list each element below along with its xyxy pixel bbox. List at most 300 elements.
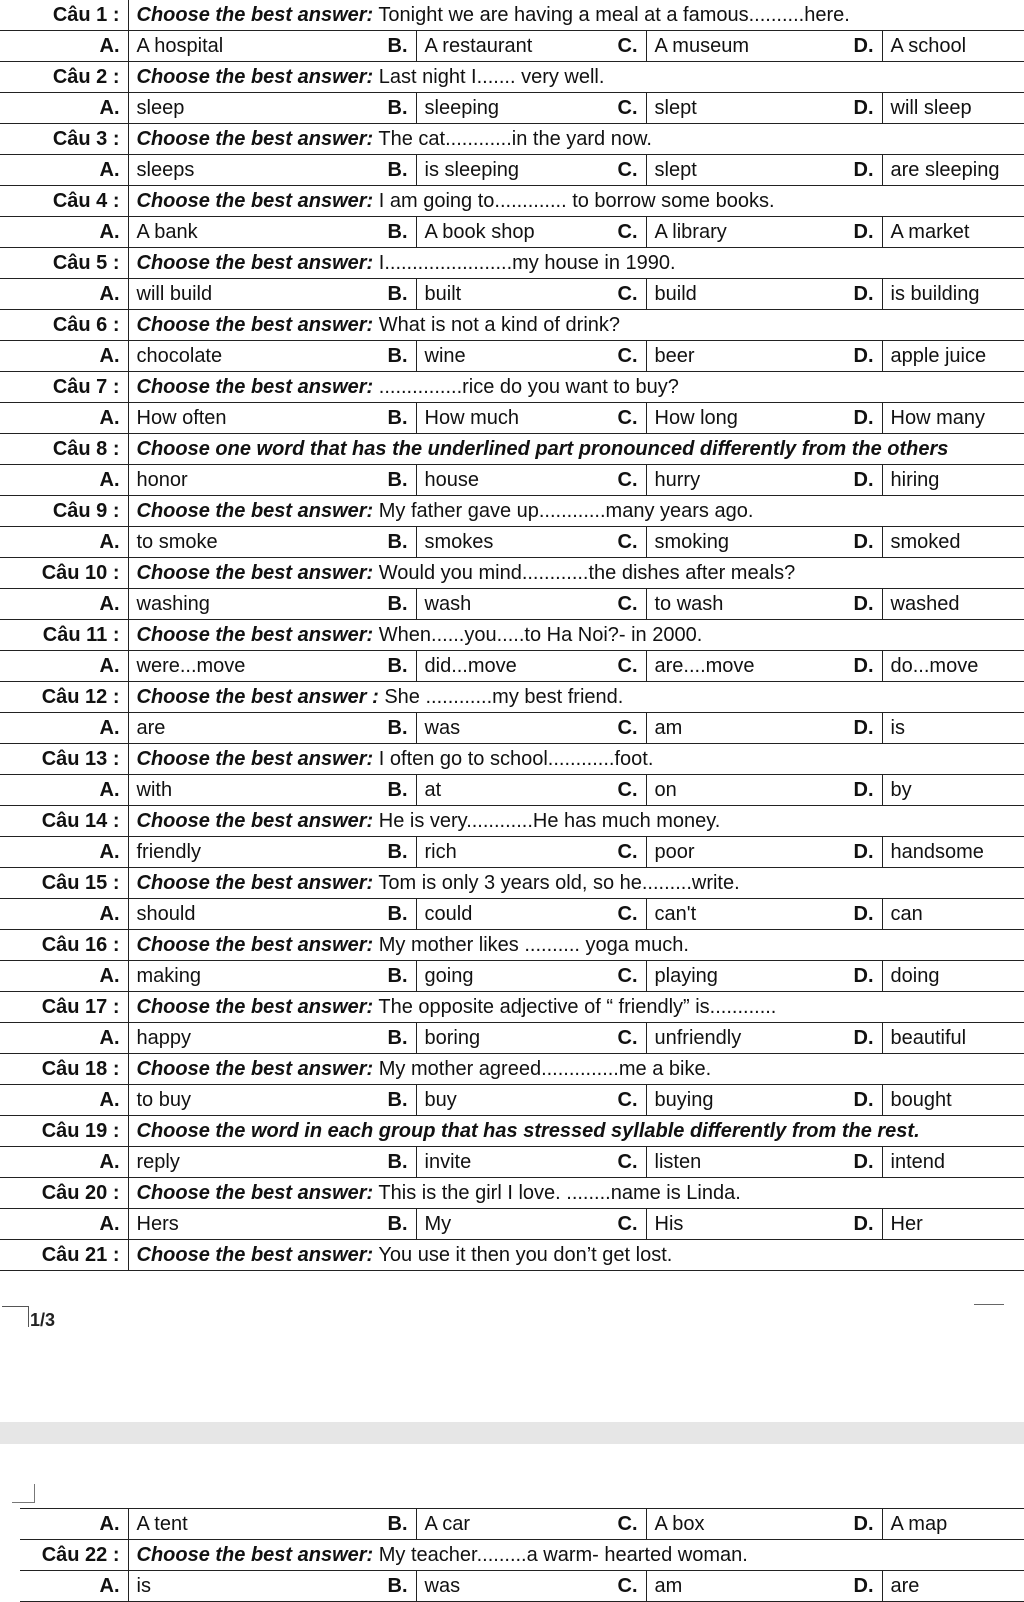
question-text bbox=[128, 806, 1024, 837]
answer-option[interactable]: A car bbox=[416, 1509, 588, 1540]
question-instruction: Choose the best answer: bbox=[136, 1543, 374, 1566]
option-letter: D. bbox=[834, 341, 882, 372]
question-number: Câu 1 : bbox=[0, 0, 128, 31]
option-letter: C. bbox=[588, 465, 646, 496]
option-letter: B. bbox=[358, 1571, 416, 1602]
question-instruction: Choose the best answer : bbox=[136, 685, 379, 708]
question-row bbox=[0, 124, 1024, 155]
answer-option[interactable]: A map bbox=[882, 1509, 1024, 1540]
answer-option[interactable]: A library bbox=[646, 217, 834, 248]
question-number: Câu 2 : bbox=[0, 62, 128, 93]
option-letter: B. bbox=[358, 1085, 416, 1116]
answer-option[interactable]: will build bbox=[128, 279, 358, 310]
question-row bbox=[20, 1540, 1024, 1571]
option-letter: D. bbox=[834, 155, 882, 186]
answer-option[interactable]: are....move bbox=[646, 651, 834, 682]
question-number: Câu 14 : bbox=[0, 806, 128, 837]
question-number: Câu 16 : bbox=[0, 930, 128, 961]
question-text bbox=[128, 310, 1024, 341]
option-letter: D. bbox=[834, 713, 882, 744]
question-stem: What is not a kind of drink? bbox=[373, 313, 621, 336]
question-number: Câu 4 : bbox=[0, 186, 128, 217]
question-instruction: Choose one word that has the underlined part pronounced differently from the others bbox=[136, 437, 949, 460]
answer-option[interactable]: do...move bbox=[882, 651, 1024, 682]
answer-option[interactable]: was bbox=[416, 713, 588, 744]
answer-option[interactable]: built bbox=[416, 279, 588, 310]
answer-option[interactable]: friendly bbox=[128, 837, 358, 868]
question-number: Câu 5 : bbox=[0, 248, 128, 279]
answer-option[interactable]: listen bbox=[646, 1147, 834, 1178]
question-row bbox=[0, 868, 1024, 899]
question-number: Câu 12 : bbox=[0, 682, 128, 713]
answer-option[interactable]: sleeps bbox=[128, 155, 358, 186]
options-row bbox=[0, 279, 1024, 310]
option-letter: C. bbox=[588, 279, 646, 310]
answer-option[interactable]: Hers bbox=[128, 1209, 358, 1240]
quiz-page-2 bbox=[20, 1508, 1024, 1602]
option-letter: C. bbox=[588, 651, 646, 682]
option-letter: A. bbox=[0, 651, 128, 682]
question-instruction: Choose the best answer: bbox=[136, 1057, 374, 1080]
answer-option[interactable]: is building bbox=[882, 279, 1024, 310]
answer-option[interactable]: slept bbox=[646, 155, 834, 186]
option-letter: A. bbox=[0, 775, 128, 806]
option-letter: C. bbox=[588, 341, 646, 372]
option-letter: D. bbox=[834, 961, 882, 992]
option-letter: B. bbox=[358, 713, 416, 744]
question-row bbox=[0, 310, 1024, 341]
question-number: Câu 17 : bbox=[0, 992, 128, 1023]
answer-option[interactable]: making bbox=[128, 961, 358, 992]
option-letter: C. bbox=[588, 899, 646, 930]
option-letter: D. bbox=[834, 1209, 882, 1240]
answer-option[interactable]: at bbox=[416, 775, 588, 806]
question-stem: Tom is only 3 years old, so he.........write. bbox=[373, 871, 740, 894]
option-letter: B. bbox=[358, 155, 416, 186]
option-letter: D. bbox=[834, 279, 882, 310]
options-row bbox=[0, 651, 1024, 682]
options-row bbox=[0, 527, 1024, 558]
option-letter: A. bbox=[0, 465, 128, 496]
answer-option[interactable]: How many bbox=[882, 403, 1024, 434]
option-letter: B. bbox=[358, 837, 416, 868]
quiz-table bbox=[20, 1508, 1024, 1602]
options-row bbox=[0, 217, 1024, 248]
option-letter: C. bbox=[588, 1023, 646, 1054]
option-letter: B. bbox=[358, 899, 416, 930]
question-row bbox=[0, 806, 1024, 837]
question-row bbox=[0, 372, 1024, 403]
answer-option[interactable]: doing bbox=[882, 961, 1024, 992]
question-number: Câu 22 : bbox=[20, 1540, 128, 1571]
question-instruction: Choose the best answer: bbox=[136, 933, 374, 956]
option-letter: A. bbox=[0, 1209, 128, 1240]
question-row bbox=[0, 558, 1024, 589]
question-number: Câu 21 : bbox=[0, 1240, 128, 1271]
question-instruction: Choose the best answer: bbox=[136, 561, 374, 584]
option-letter: B. bbox=[358, 651, 416, 682]
answer-option[interactable]: handsome bbox=[882, 837, 1024, 868]
option-letter: A. bbox=[0, 93, 128, 124]
answer-option[interactable]: hurry bbox=[646, 465, 834, 496]
answer-option[interactable]: buying bbox=[646, 1085, 834, 1116]
question-instruction: Choose the best answer: bbox=[136, 3, 374, 26]
question-stem: The opposite adjective of “ friendly” is............ bbox=[373, 995, 777, 1018]
question-instruction: Choose the best answer: bbox=[136, 127, 374, 150]
question-number: Câu 15 : bbox=[0, 868, 128, 899]
question-number: Câu 7 : bbox=[0, 372, 128, 403]
question-stem: My teacher.........a warm- hearted woman. bbox=[373, 1543, 748, 1566]
answer-option[interactable]: slept bbox=[646, 93, 834, 124]
question-text bbox=[128, 868, 1024, 899]
option-letter: A. bbox=[0, 217, 128, 248]
answer-option[interactable]: A hospital bbox=[128, 31, 358, 62]
question-row bbox=[0, 744, 1024, 775]
option-letter: A. bbox=[0, 31, 128, 62]
option-letter: A. bbox=[0, 341, 128, 372]
question-row bbox=[0, 0, 1024, 31]
question-text bbox=[128, 1240, 1024, 1271]
options-row bbox=[0, 1023, 1024, 1054]
answer-option[interactable]: should bbox=[128, 899, 358, 930]
option-letter: A. bbox=[0, 899, 128, 930]
question-stem: This is the girl I love. ........name is Linda. bbox=[373, 1181, 741, 1204]
question-text bbox=[128, 992, 1024, 1023]
answer-option[interactable]: to wash bbox=[646, 589, 834, 620]
question-stem: My mother agreed..............me a bike. bbox=[373, 1057, 712, 1080]
option-letter: C. bbox=[588, 217, 646, 248]
answer-option[interactable]: My bbox=[416, 1209, 588, 1240]
question-stem: Last night I....... very well. bbox=[373, 65, 605, 88]
question-instruction: Choose the best answer: bbox=[136, 871, 374, 894]
question-text bbox=[128, 682, 1024, 713]
answer-option[interactable]: is sleeping bbox=[416, 155, 588, 186]
answer-option[interactable]: bought bbox=[882, 1085, 1024, 1116]
question-row bbox=[0, 992, 1024, 1023]
option-letter: D. bbox=[834, 1085, 882, 1116]
question-stem: I often go to school............foot. bbox=[373, 747, 654, 770]
option-letter: B. bbox=[358, 279, 416, 310]
option-letter: B. bbox=[358, 341, 416, 372]
option-letter: B. bbox=[358, 527, 416, 558]
answer-option[interactable]: am bbox=[646, 713, 834, 744]
option-letter: A. bbox=[0, 1023, 128, 1054]
question-number: Câu 10 : bbox=[0, 558, 128, 589]
question-text bbox=[128, 62, 1024, 93]
answer-option[interactable]: to smoke bbox=[128, 527, 358, 558]
question-stem: My mother likes .......... yoga much. bbox=[373, 933, 689, 956]
answer-option[interactable]: smoked bbox=[882, 527, 1024, 558]
answer-option[interactable]: invite bbox=[416, 1147, 588, 1178]
option-letter: D. bbox=[834, 1147, 882, 1178]
answer-option[interactable]: How much bbox=[416, 403, 588, 434]
answer-option[interactable]: A tent bbox=[128, 1509, 358, 1540]
question-instruction: Choose the best answer: bbox=[136, 313, 374, 336]
options-row bbox=[0, 775, 1024, 806]
option-letter: C. bbox=[588, 155, 646, 186]
option-letter: C. bbox=[588, 713, 646, 744]
question-stem: He is very............He has much money. bbox=[373, 809, 721, 832]
answer-option[interactable]: smokes bbox=[416, 527, 588, 558]
question-text bbox=[128, 0, 1024, 31]
option-letter: B. bbox=[358, 217, 416, 248]
answer-option[interactable]: beautiful bbox=[882, 1023, 1024, 1054]
divider bbox=[974, 1304, 1004, 1305]
option-letter: C. bbox=[588, 775, 646, 806]
question-text bbox=[128, 744, 1024, 775]
option-letter: D. bbox=[834, 1509, 882, 1540]
answer-option[interactable]: with bbox=[128, 775, 358, 806]
answer-option[interactable]: is bbox=[128, 1571, 358, 1602]
answer-option[interactable]: happy bbox=[128, 1023, 358, 1054]
answer-option[interactable]: How long bbox=[646, 403, 834, 434]
answer-option[interactable]: poor bbox=[646, 837, 834, 868]
question-text bbox=[128, 1116, 1024, 1147]
options-row bbox=[0, 31, 1024, 62]
option-letter: C. bbox=[588, 589, 646, 620]
option-letter: C. bbox=[588, 1147, 646, 1178]
options-row bbox=[20, 1571, 1024, 1602]
question-text bbox=[128, 124, 1024, 155]
answer-option[interactable]: will sleep bbox=[882, 93, 1024, 124]
option-letter: D. bbox=[834, 1571, 882, 1602]
page-break bbox=[0, 1422, 1024, 1444]
option-letter: B. bbox=[358, 403, 416, 434]
question-instruction: Choose the best answer: bbox=[136, 375, 374, 398]
option-letter: C. bbox=[588, 1085, 646, 1116]
option-letter: D. bbox=[834, 899, 882, 930]
question-text bbox=[128, 558, 1024, 589]
answer-option[interactable]: beer bbox=[646, 341, 834, 372]
option-letter: D. bbox=[834, 1023, 882, 1054]
option-letter: B. bbox=[358, 775, 416, 806]
page-corner-mark bbox=[12, 1484, 35, 1503]
question-instruction: Choose the best answer: bbox=[136, 809, 374, 832]
question-stem: Would you mind............the dishes after meals? bbox=[373, 561, 796, 584]
answer-option[interactable]: unfriendly bbox=[646, 1023, 834, 1054]
answer-option[interactable]: sleeping bbox=[416, 93, 588, 124]
option-letter: C. bbox=[588, 1509, 646, 1540]
question-row bbox=[0, 930, 1024, 961]
option-letter: D. bbox=[834, 403, 882, 434]
question-stem: ...............rice do you want to buy? bbox=[373, 375, 679, 398]
question-text bbox=[128, 930, 1024, 961]
option-letter: B. bbox=[358, 1023, 416, 1054]
answer-option[interactable]: chocolate bbox=[128, 341, 358, 372]
answer-option[interactable]: house bbox=[416, 465, 588, 496]
question-text bbox=[128, 496, 1024, 527]
answer-option[interactable]: How often bbox=[128, 403, 358, 434]
answer-option[interactable]: going bbox=[416, 961, 588, 992]
answer-option[interactable]: smoking bbox=[646, 527, 834, 558]
question-text bbox=[128, 186, 1024, 217]
question-row bbox=[0, 62, 1024, 93]
question-number: Câu 3 : bbox=[0, 124, 128, 155]
option-letter: A. bbox=[0, 1085, 128, 1116]
option-letter: A. bbox=[0, 403, 128, 434]
answer-option[interactable]: His bbox=[646, 1209, 834, 1240]
options-row bbox=[0, 93, 1024, 124]
answer-option[interactable]: can bbox=[882, 899, 1024, 930]
option-letter: D. bbox=[834, 527, 882, 558]
option-letter: C. bbox=[588, 403, 646, 434]
question-number: Câu 6 : bbox=[0, 310, 128, 341]
option-letter: D. bbox=[834, 93, 882, 124]
question-row bbox=[0, 496, 1024, 527]
answer-option[interactable]: A book shop bbox=[416, 217, 588, 248]
question-stem: The cat............in the yard now. bbox=[373, 127, 652, 150]
options-row bbox=[0, 403, 1024, 434]
question-row bbox=[0, 620, 1024, 651]
option-letter: C. bbox=[588, 527, 646, 558]
question-stem: I.......................my house in 1990. bbox=[373, 251, 676, 274]
question-number: Câu 18 : bbox=[0, 1054, 128, 1085]
answer-option[interactable]: hiring bbox=[882, 465, 1024, 496]
answer-option[interactable]: boring bbox=[416, 1023, 588, 1054]
option-letter: B. bbox=[358, 1509, 416, 1540]
option-letter: C. bbox=[588, 93, 646, 124]
option-letter: A. bbox=[0, 589, 128, 620]
question-text bbox=[128, 248, 1024, 279]
option-letter: A. bbox=[0, 527, 128, 558]
option-letter: D. bbox=[834, 837, 882, 868]
answer-option[interactable]: are bbox=[128, 713, 358, 744]
answer-option[interactable]: A bank bbox=[128, 217, 358, 248]
answer-option[interactable]: washed bbox=[882, 589, 1024, 620]
question-instruction: Choose the best answer: bbox=[136, 499, 374, 522]
question-instruction: Choose the word in each group that has stressed syllable differently from the rest. bbox=[136, 1119, 920, 1142]
options-row bbox=[0, 713, 1024, 744]
question-number: Câu 8 : bbox=[0, 434, 128, 465]
option-letter: B. bbox=[358, 1147, 416, 1178]
option-letter: A. bbox=[0, 155, 128, 186]
question-text bbox=[128, 620, 1024, 651]
option-letter: A. bbox=[0, 1147, 128, 1178]
page-corner-mark bbox=[2, 1306, 29, 1327]
options-row bbox=[0, 961, 1024, 992]
question-instruction: Choose the best answer: bbox=[136, 1181, 374, 1204]
option-letter: A. bbox=[0, 713, 128, 744]
options-row bbox=[0, 837, 1024, 868]
question-text bbox=[128, 1054, 1024, 1085]
option-letter: A. bbox=[0, 837, 128, 868]
answer-option[interactable]: could bbox=[416, 899, 588, 930]
answer-option[interactable]: on bbox=[646, 775, 834, 806]
option-letter: C. bbox=[588, 961, 646, 992]
option-letter: B. bbox=[358, 589, 416, 620]
answer-option[interactable]: am bbox=[646, 1571, 834, 1602]
question-row bbox=[0, 1240, 1024, 1271]
question-instruction: Choose the best answer: bbox=[136, 995, 374, 1018]
answer-option[interactable]: A museum bbox=[646, 31, 834, 62]
option-letter: C. bbox=[588, 837, 646, 868]
question-text bbox=[128, 1540, 1024, 1571]
option-letter: D. bbox=[834, 217, 882, 248]
question-number: Câu 13 : bbox=[0, 744, 128, 775]
answer-option[interactable]: wine bbox=[416, 341, 588, 372]
options-row bbox=[0, 341, 1024, 372]
answer-option[interactable]: reply bbox=[128, 1147, 358, 1178]
answer-option[interactable]: is bbox=[882, 713, 1024, 744]
question-row bbox=[0, 682, 1024, 713]
question-stem: Tonight we are having a meal at a famous..........here. bbox=[373, 3, 850, 26]
question-number: Câu 19 : bbox=[0, 1116, 128, 1147]
question-stem: My father gave up............many years ago. bbox=[373, 499, 754, 522]
answer-option[interactable]: can't bbox=[646, 899, 834, 930]
question-row bbox=[0, 186, 1024, 217]
answer-option[interactable]: Her bbox=[882, 1209, 1024, 1240]
answer-option[interactable]: intend bbox=[882, 1147, 1024, 1178]
answer-option[interactable]: apple juice bbox=[882, 341, 1024, 372]
answer-option[interactable]: buy bbox=[416, 1085, 588, 1116]
question-instruction: Choose the best answer: bbox=[136, 1243, 374, 1266]
answer-option[interactable]: sleep bbox=[128, 93, 358, 124]
question-text bbox=[128, 1178, 1024, 1209]
question-text bbox=[128, 434, 1024, 465]
page-number: 1/3 bbox=[30, 1310, 56, 1330]
question-instruction: Choose the best answer: bbox=[136, 623, 374, 646]
option-letter: B. bbox=[358, 1209, 416, 1240]
option-letter: A. bbox=[20, 1509, 128, 1540]
question-instruction: Choose the best answer: bbox=[136, 251, 374, 274]
option-letter: D. bbox=[834, 31, 882, 62]
question-stem: I am going to............. to borrow some books. bbox=[373, 189, 775, 212]
option-letter: D. bbox=[834, 775, 882, 806]
question-number: Câu 11 : bbox=[0, 620, 128, 651]
options-row bbox=[0, 465, 1024, 496]
answer-option[interactable]: build bbox=[646, 279, 834, 310]
question-number: Câu 9 : bbox=[0, 496, 128, 527]
answer-option[interactable]: wash bbox=[416, 589, 588, 620]
answer-option[interactable]: are sleeping bbox=[882, 155, 1024, 186]
answer-option[interactable]: honor bbox=[128, 465, 358, 496]
answer-option[interactable]: did...move bbox=[416, 651, 588, 682]
question-row bbox=[0, 1178, 1024, 1209]
option-letter: D. bbox=[834, 651, 882, 682]
answer-option[interactable]: are bbox=[882, 1571, 1024, 1602]
question-instruction: Choose the best answer: bbox=[136, 189, 374, 212]
options-row bbox=[0, 1147, 1024, 1178]
answer-option[interactable]: A box bbox=[646, 1509, 834, 1540]
answer-option[interactable]: was bbox=[416, 1571, 588, 1602]
question-number: Câu 20 : bbox=[0, 1178, 128, 1209]
question-instruction: Choose the best answer: bbox=[136, 65, 374, 88]
question-row bbox=[0, 1116, 1024, 1147]
option-letter: A. bbox=[20, 1571, 128, 1602]
option-letter: B. bbox=[358, 93, 416, 124]
option-letter: A. bbox=[0, 279, 128, 310]
answer-option[interactable]: washing bbox=[128, 589, 358, 620]
question-text bbox=[128, 372, 1024, 403]
question-stem: She ............my best friend. bbox=[378, 685, 624, 708]
option-letter: B. bbox=[358, 465, 416, 496]
answer-option[interactable]: by bbox=[882, 775, 1024, 806]
option-letter: C. bbox=[588, 31, 646, 62]
question-row bbox=[0, 248, 1024, 279]
options-row bbox=[0, 1085, 1024, 1116]
answer-option[interactable]: A market bbox=[882, 217, 1024, 248]
answer-option[interactable]: playing bbox=[646, 961, 834, 992]
options-row bbox=[0, 155, 1024, 186]
question-instruction: Choose the best answer: bbox=[136, 747, 374, 770]
answer-option[interactable]: A restaurant bbox=[416, 31, 588, 62]
answer-option[interactable]: A school bbox=[882, 31, 1024, 62]
answer-option[interactable]: were...move bbox=[128, 651, 358, 682]
answer-option[interactable]: rich bbox=[416, 837, 588, 868]
option-letter: C. bbox=[588, 1209, 646, 1240]
options-row bbox=[0, 1209, 1024, 1240]
answer-option[interactable]: to buy bbox=[128, 1085, 358, 1116]
